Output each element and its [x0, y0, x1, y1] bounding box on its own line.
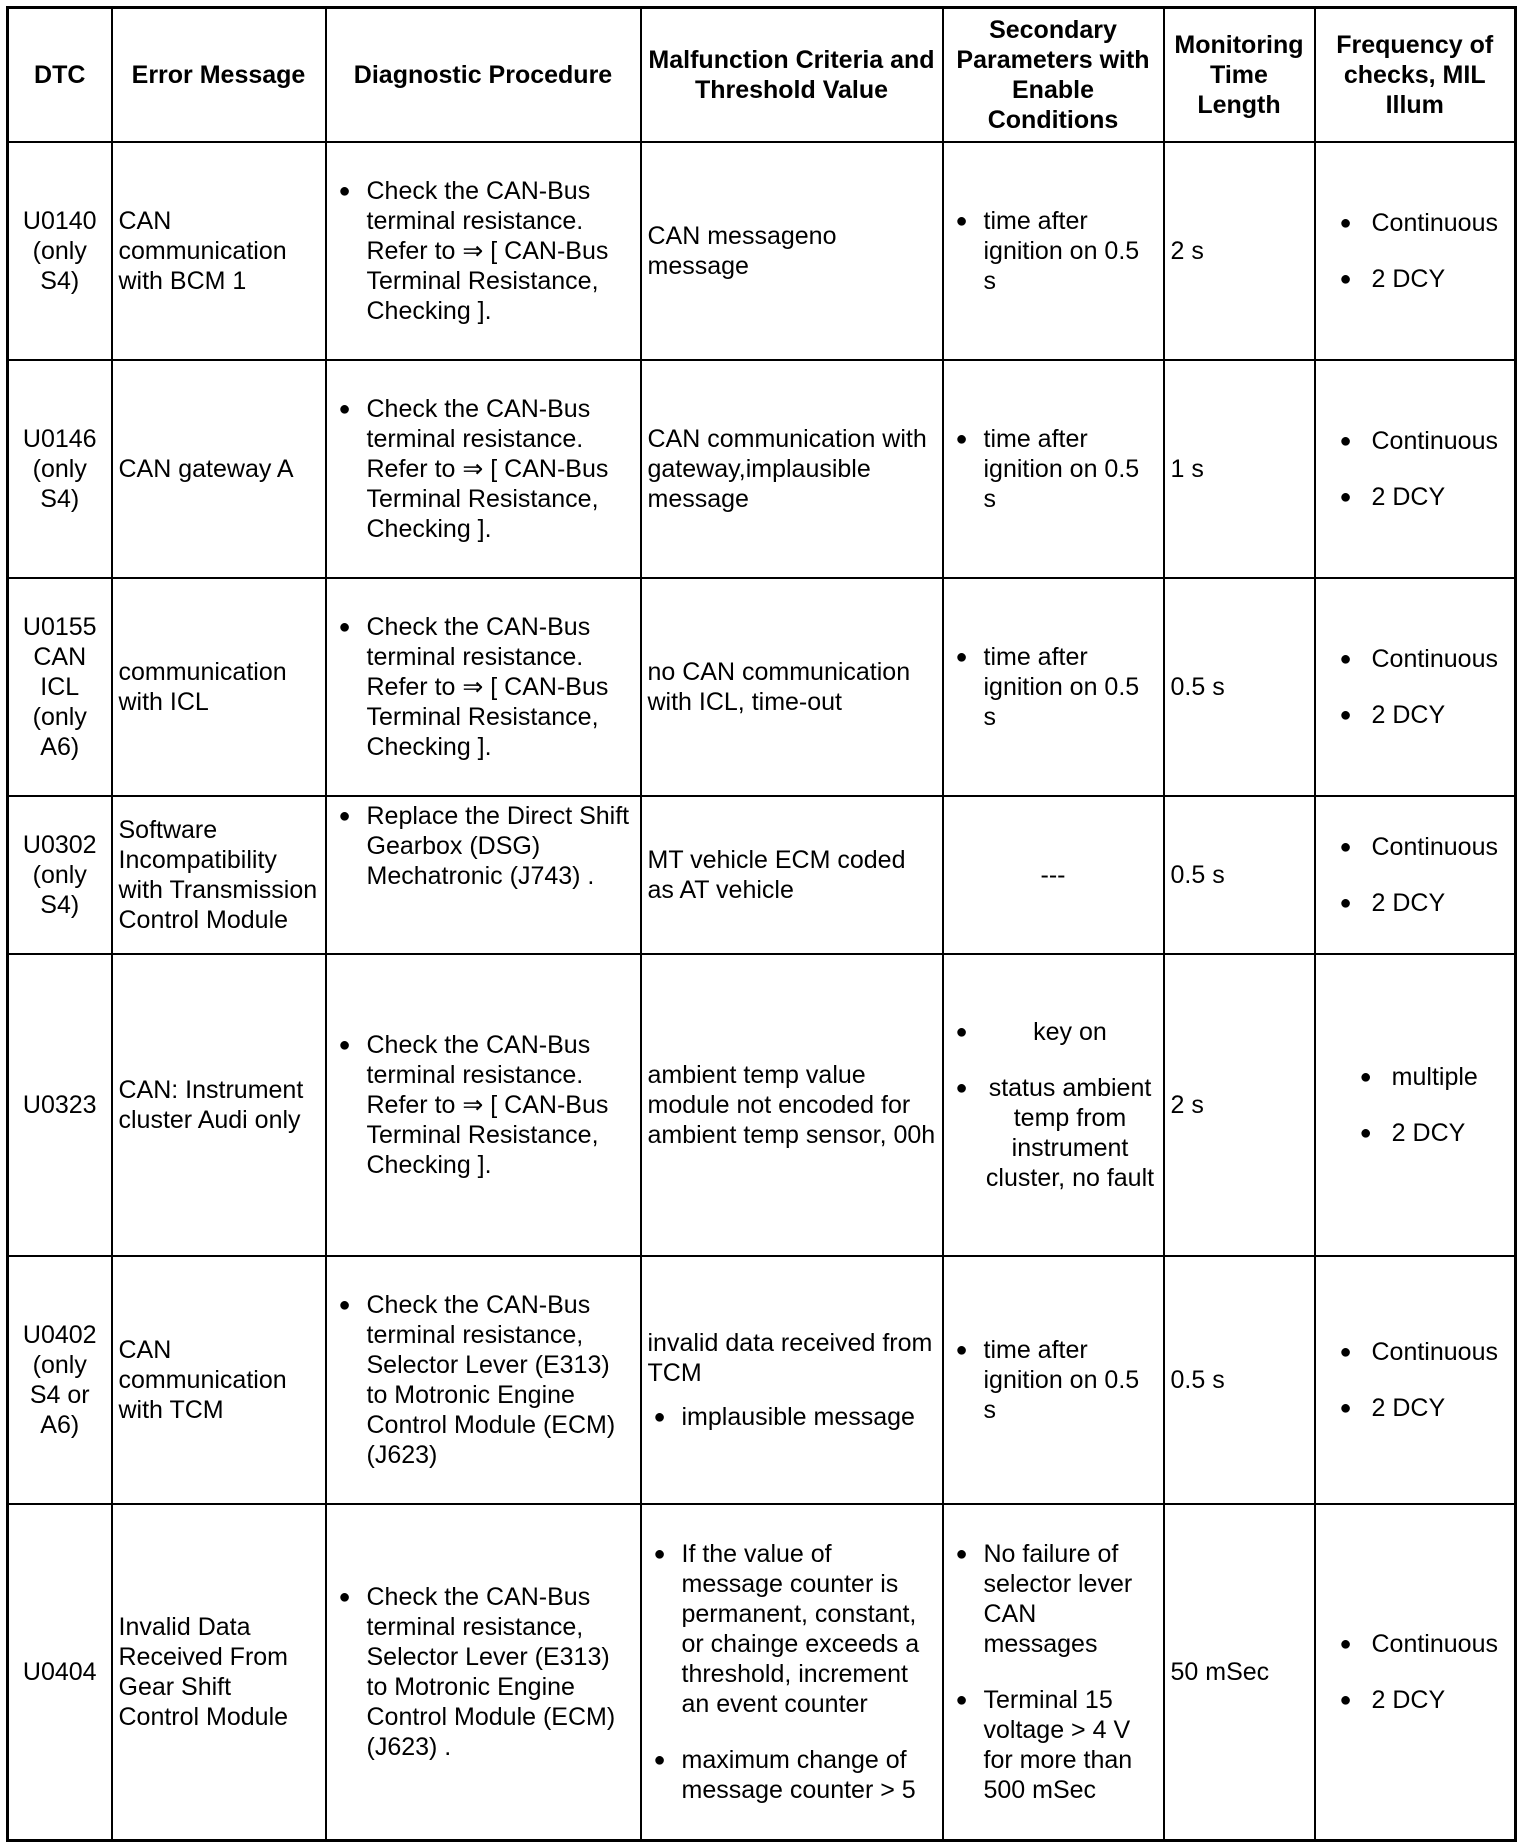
criteria-item: ● If the value of message counter is permanent, constant, or chainge exceeds a threshold, increment an event counter — [648, 1539, 936, 1719]
error-message: communication with ICL — [112, 578, 326, 796]
error-message: CAN communication with BCM 1 — [112, 142, 326, 360]
secondary-parameters — [943, 1256, 1164, 1504]
secondary-parameters — [943, 1504, 1164, 1840]
header-monitoring-time: Monitoring Time Length — [1164, 8, 1315, 143]
monitoring-time: 2 s — [1164, 142, 1315, 360]
procedure-item: ● Check the CAN-Bus terminal resistance. Refer to ⇒ [ CAN-Bus Terminal Resistance, Checking ]. — [333, 394, 634, 544]
header-frequency: Frequency of checks, MIL Illum — [1315, 8, 1516, 143]
error-message: CAN: Instrument cluster Audi only — [112, 954, 326, 1256]
malfunction-criteria: MT vehicle ECM coded as AT vehicle — [641, 796, 943, 954]
dtc-code: U0146 (only S4) — [8, 360, 112, 578]
procedure-item: ● Check the CAN-Bus terminal resistance, Selector Lever (E313) to Motronic Engine Control Module (ECM) (J623) — [333, 1290, 634, 1470]
frequency-item: ● Continuous — [1332, 644, 1498, 674]
error-message: Software Incompatibility with Transmission Control Module — [112, 796, 326, 954]
dtc-code: U0155 CAN ICL (only A6) — [8, 578, 112, 796]
frequency-item: ● 2 DCY — [1332, 1393, 1498, 1423]
frequency-item: ● Continuous — [1332, 208, 1498, 238]
dtc-code: U0323 — [8, 954, 112, 1256]
header-diagnostic-procedure: Diagnostic Procedure — [326, 8, 641, 143]
frequency-item: ● multiple — [1352, 1062, 1478, 1092]
frequency-item: ● Continuous — [1332, 832, 1498, 862]
secondary-item: ● time after ignition on 0.5 s — [950, 642, 1157, 732]
error-message: CAN gateway A — [112, 360, 326, 578]
monitoring-time: 0.5 s — [1164, 796, 1315, 954]
diagnostic-procedure — [326, 142, 641, 360]
frequency-cell — [1315, 1504, 1516, 1840]
criteria-item: ● implausible message — [648, 1402, 936, 1432]
secondary-item: ● key on — [950, 1017, 1157, 1047]
malfunction-criteria: no CAN communication with ICL, time-out — [641, 578, 943, 796]
frequency-item: ● 2 DCY — [1332, 700, 1498, 730]
procedure-item: ● Replace the Direct Shift Gearbox (DSG) Mechatronic (J743) . — [333, 801, 634, 891]
frequency-cell — [1315, 142, 1516, 360]
header-row — [8, 8, 1516, 143]
header-error-message: Error Message — [112, 8, 326, 143]
table-row — [8, 360, 1516, 578]
secondary-item: ● status ambient temp from instrument cluster, no fault — [950, 1073, 1157, 1193]
monitoring-time: 0.5 s — [1164, 578, 1315, 796]
dtc-code: U0404 — [8, 1504, 112, 1840]
header-dtc: DTC — [8, 8, 112, 143]
diagnostic-procedure — [326, 1256, 641, 1504]
secondary-item: ● Terminal 15 voltage > 4 V for more than 500 mSec — [950, 1685, 1157, 1805]
table-row — [8, 954, 1516, 1256]
table-row — [8, 578, 1516, 796]
frequency-cell — [1315, 1256, 1516, 1504]
secondary-parameters — [943, 142, 1164, 360]
table-row — [8, 1256, 1516, 1504]
frequency-cell — [1315, 796, 1516, 954]
frequency-cell — [1315, 954, 1516, 1256]
secondary-parameters — [943, 954, 1164, 1256]
frequency-cell — [1315, 578, 1516, 796]
frequency-item: ● Continuous — [1332, 426, 1498, 456]
frequency-cell — [1315, 360, 1516, 578]
malfunction-criteria — [641, 1256, 943, 1504]
diagnostic-procedure — [326, 1504, 641, 1840]
secondary-item: ● time after ignition on 0.5 s — [950, 206, 1157, 296]
header-secondary-parameters: Secondary Parameters with Enable Conditions — [943, 8, 1164, 143]
monitoring-time: 50 mSec — [1164, 1504, 1315, 1840]
secondary-item: ● time after ignition on 0.5 s — [950, 424, 1157, 514]
secondary-parameters — [943, 360, 1164, 578]
procedure-item: ● Check the CAN-Bus terminal resistance. Refer to ⇒ [ CAN-Bus Terminal Resistance, Checking ]. — [333, 1030, 634, 1180]
dtc-code: U0402 (only S4 or A6) — [8, 1256, 112, 1504]
malfunction-criteria: CAN messageno message — [641, 142, 943, 360]
dtc-code: U0140 (only S4) — [8, 142, 112, 360]
secondary-item: ● No failure of selector lever CAN messages — [950, 1539, 1157, 1659]
table-row — [8, 796, 1516, 954]
diagnostic-procedure — [326, 954, 641, 1256]
frequency-item: ● Continuous — [1332, 1337, 1498, 1367]
frequency-item: ● 2 DCY — [1332, 264, 1498, 294]
procedure-item: ● Check the CAN-Bus terminal resistance, Selector Lever (E313) to Motronic Engine Control Module (ECM) (J623) . — [333, 1582, 634, 1762]
secondary-parameters — [943, 578, 1164, 796]
error-message: Invalid Data Received From Gear Shift Control Module — [112, 1504, 326, 1840]
malfunction-criteria — [641, 1504, 943, 1840]
diagnostic-procedure — [326, 578, 641, 796]
error-message: CAN communication with TCM — [112, 1256, 326, 1504]
procedure-item: ● Check the CAN-Bus terminal resistance. Refer to ⇒ [ CAN-Bus Terminal Resistance, Checking ]. — [333, 612, 634, 762]
monitoring-time: 0.5 s — [1164, 1256, 1315, 1504]
criteria-text: invalid data received from TCM — [647, 1329, 933, 1387]
procedure-item: ● Check the CAN-Bus terminal resistance. Refer to ⇒ [ CAN-Bus Terminal Resistance, Checking ]. — [333, 176, 634, 326]
diagnostic-procedure — [326, 796, 641, 954]
frequency-item: ● 2 DCY — [1332, 482, 1498, 512]
monitoring-time: 1 s — [1164, 360, 1315, 578]
frequency-item: ● 2 DCY — [1352, 1118, 1478, 1148]
frequency-item: ● Continuous — [1332, 1629, 1498, 1659]
secondary-item: ● time after ignition on 0.5 s — [950, 1335, 1157, 1425]
criteria-item: ● maximum change of message counter > 5 — [648, 1745, 936, 1805]
monitoring-time: 2 s — [1164, 954, 1315, 1256]
malfunction-criteria: ambient temp value module not encoded for ambient temp sensor, 00h — [641, 954, 943, 1256]
frequency-item: ● 2 DCY — [1332, 1685, 1498, 1715]
malfunction-criteria: CAN communication with gateway,implausible message — [641, 360, 943, 578]
table-row — [8, 1504, 1516, 1840]
diagnostic-procedure — [326, 360, 641, 578]
dtc-code: U0302 (only S4) — [8, 796, 112, 954]
header-malfunction-criteria: Malfunction Criteria and Threshold Value — [641, 8, 943, 143]
secondary-parameters: --- — [943, 796, 1164, 954]
frequency-item: ● 2 DCY — [1332, 888, 1498, 918]
table-row — [8, 142, 1516, 360]
dtc-table — [6, 6, 1517, 1842]
